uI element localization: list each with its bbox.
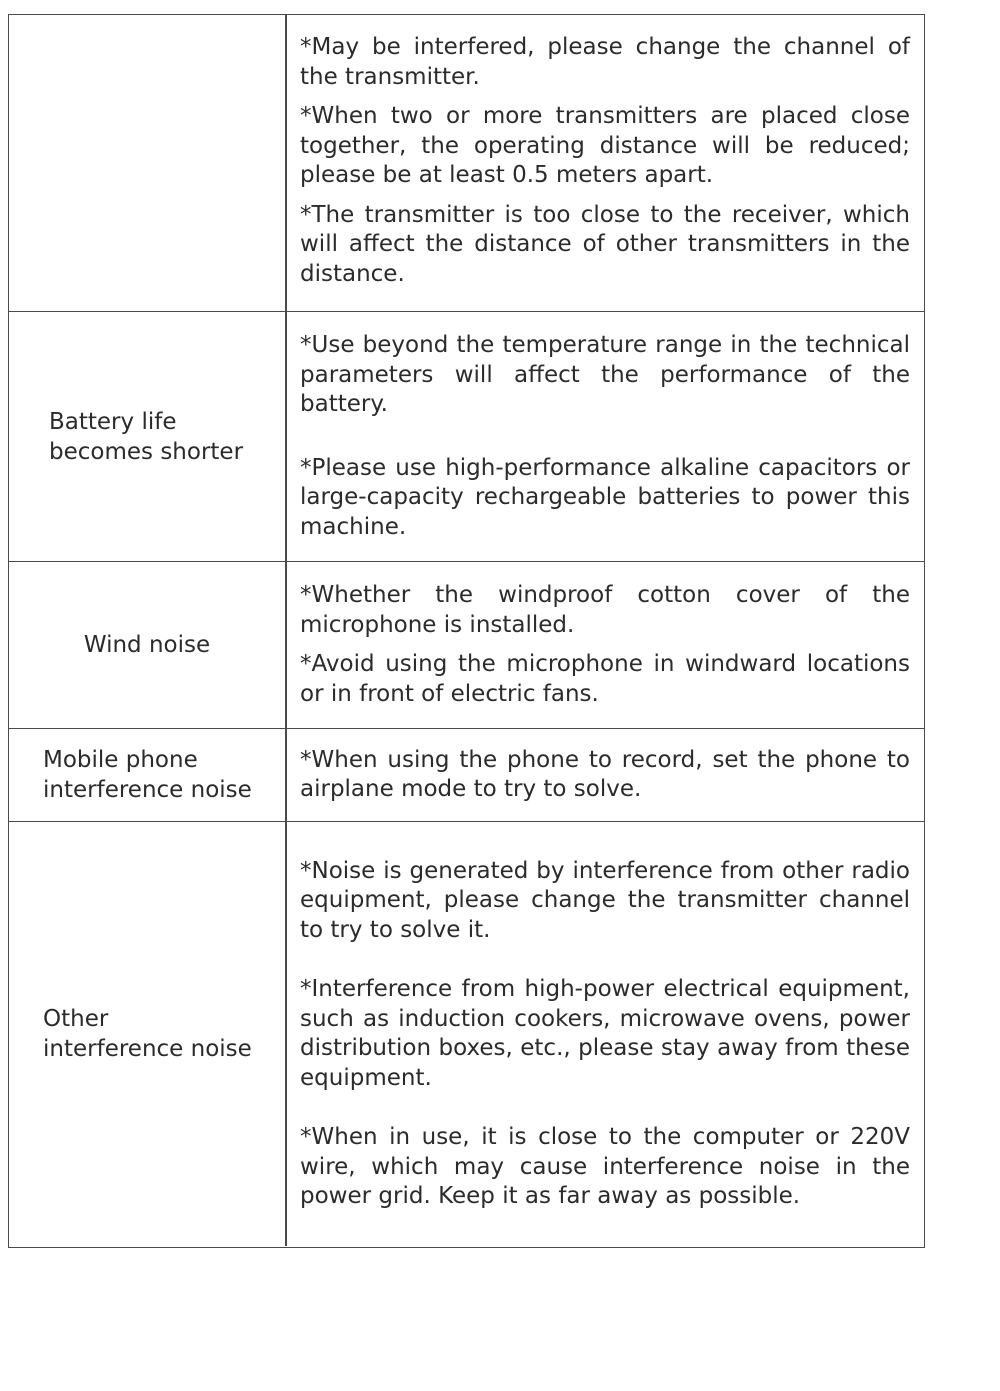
solution-cell <box>300 15 910 311</box>
solution-text: *Noise is generated by interference from other radio equipment, please change the transmitter channel to try to solve it. <box>300 857 910 943</box>
table-row <box>9 15 924 311</box>
table-row <box>9 728 924 821</box>
solution-text: *When in use, it is close to the computer or 220V wire, which may cause interference noise in the power grid. Keep it as far away as possible. <box>300 1124 910 1209</box>
solution-cell <box>300 822 910 1246</box>
table-row <box>9 821 924 1246</box>
solution-text: *When two or more transmitters are placed close together, the operating distance will be reduced; please be at least 0.5 meters apart. <box>300 103 910 188</box>
column-divider <box>285 312 287 561</box>
solution-text: *Please use high-performance alkaline capacitors or large-capacity rechargeable batteries to power this machine. <box>300 454 910 540</box>
problem-cell: Wind noise <box>83 632 211 658</box>
solution-text: *The transmitter is too close to the receiver, which will affect the distance of other transmitters in the distance. <box>300 201 910 287</box>
solution-text: *Avoid using the microphone in windward locations or in front of electric fans. <box>300 651 910 707</box>
solution-text: *Interference from high-power electrical equipment, such as induction cookers, microwave ovens, power distribution boxes, etc., please stay away from these equipment. <box>300 976 910 1091</box>
table-row <box>9 561 924 728</box>
column-divider <box>285 729 287 821</box>
problem-cell <box>9 15 285 311</box>
solution-cell <box>300 562 910 728</box>
problem-cell: Battery life becomes shorter <box>49 408 244 465</box>
column-divider <box>285 822 287 1246</box>
solution-text: *Use beyond the temperature range in the technical parameters will affect the performance of the battery. <box>300 332 910 417</box>
problem-cell: Mobile phone interference noise <box>43 747 252 803</box>
solution-text: *May be interfered, please change the channel of the transmitter. <box>300 34 910 90</box>
solution-cell <box>300 729 910 821</box>
column-divider <box>285 15 287 311</box>
problem-cell: Other interference noise <box>43 1006 252 1062</box>
table-row <box>9 311 924 561</box>
solution-cell <box>300 312 910 561</box>
solution-text: *When using the phone to record, set the phone to airplane mode to try to solve. <box>300 746 910 802</box>
solution-text: *Whether the windproof cotton cover of the microphone is installed. <box>300 582 910 638</box>
troubleshooting-table <box>8 14 925 1248</box>
column-divider <box>285 562 287 728</box>
